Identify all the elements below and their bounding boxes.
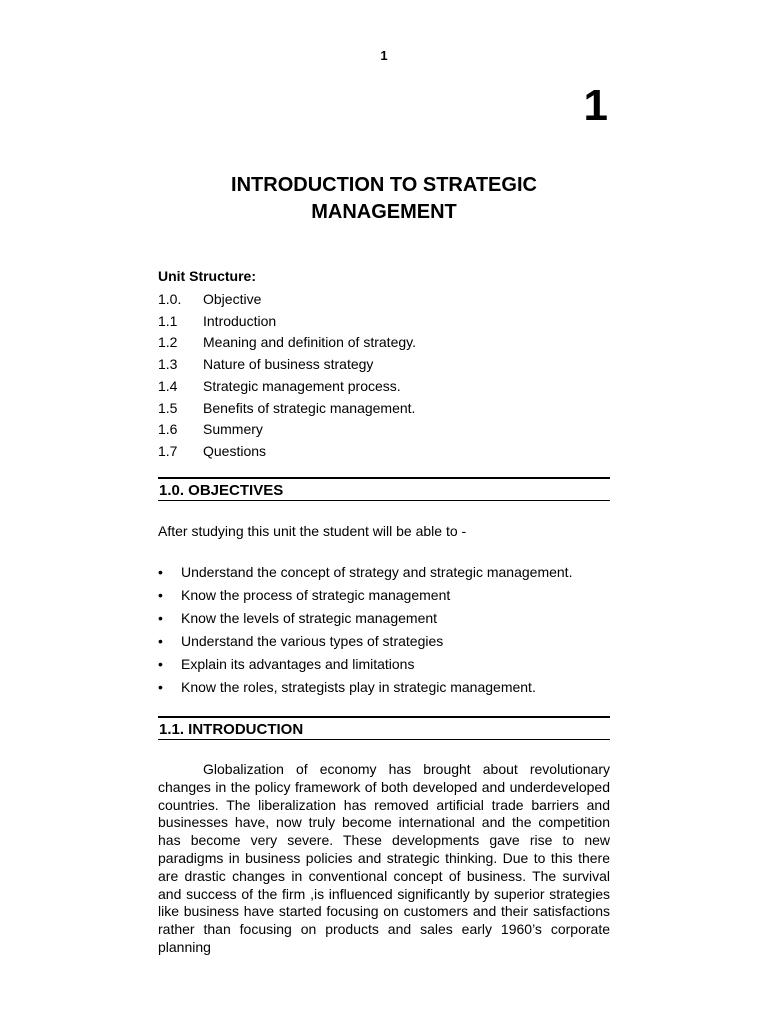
objective-text: Understand the concept of strategy and strategic management.	[181, 564, 573, 580]
chapter-title-line-1: INTRODUCTION TO STRATEGIC	[231, 174, 537, 196]
objectives-heading: 1.0. OBJECTIVES	[158, 477, 610, 501]
chapter-title	[0, 172, 768, 226]
chapter-title-line-2: MANAGEMENT	[311, 201, 457, 223]
toc-item-number: 1.4	[158, 377, 178, 394]
page-number: 1	[380, 48, 388, 63]
toc-item-number: 1.7	[158, 442, 178, 459]
objectives-list	[158, 561, 610, 698]
objective-item	[158, 584, 610, 607]
toc-item	[158, 289, 610, 311]
unit-structure-heading: Unit Structure:	[158, 268, 256, 284]
toc-item-number: 1.6	[158, 421, 178, 438]
toc-item	[158, 419, 610, 441]
bullet-icon: •	[158, 564, 163, 580]
toc-item-label: Benefits of strategic management.	[203, 399, 416, 416]
objective-item	[158, 653, 610, 676]
toc-item	[158, 441, 610, 463]
bullet-icon: •	[158, 655, 163, 672]
objective-item	[158, 561, 610, 584]
chapter-number: 1	[583, 81, 608, 130]
toc-item-label: Summery	[203, 421, 263, 438]
introduction-paragraph: Globalization of economy has brought about revolutionary changes in the policy framework of both developed and underdeveloped countries. The liberalization has removed artificial trade barriers and businesses have, now truly become international and the competition has become very severe. These developments gave rise to new paradigms in business policies and strategic thinking. Due to this there are drastic changes in conventional concept of business. The survival and success of the firm ,is influenced significantly by superior strategies like business have started focusing on customers and their satisfactions rather than focusing on products and sales early 1960’s corporate planning	[158, 761, 610, 955]
bullet-icon: •	[158, 632, 163, 649]
bullet-icon: •	[158, 678, 163, 695]
objective-text: Understand the various types of strategies	[181, 632, 444, 649]
toc-item-label: Meaning and definition of strategy.	[203, 334, 416, 351]
toc-item-number: 1.5	[158, 399, 178, 416]
toc-item-number: 1.3	[158, 356, 178, 373]
bullet-icon: •	[158, 609, 163, 626]
toc-item-label: Strategic management process.	[203, 377, 401, 394]
objective-item	[158, 607, 610, 630]
objectives-intro: After studying this unit the student will be able to -	[158, 523, 467, 539]
objective-text: Know the levels of strategic management	[181, 609, 438, 626]
objective-text: Know the roles, strategists play in strategic management.	[181, 678, 536, 695]
unit-structure-list	[158, 289, 610, 463]
toc-item-label: Nature of business strategy	[203, 356, 374, 373]
toc-item	[158, 398, 610, 420]
toc-item-number: 1.0.	[158, 291, 182, 307]
introduction-heading: 1.1. INTRODUCTION	[158, 716, 610, 740]
toc-item	[158, 311, 610, 333]
toc-item-number: 1.2	[158, 334, 178, 351]
toc-item-label: Introduction	[203, 312, 277, 329]
objective-item	[158, 676, 610, 699]
toc-item	[158, 332, 610, 354]
toc-item-label: Objective	[203, 291, 262, 307]
toc-item-label: Questions	[203, 442, 267, 459]
objective-text: Explain its advantages and limitations	[181, 655, 415, 672]
objective-text: Know the process of strategic management	[181, 586, 451, 603]
objective-item	[158, 630, 610, 653]
toc-item-number: 1.1	[158, 312, 178, 329]
bullet-icon: •	[158, 586, 163, 603]
toc-item	[158, 354, 610, 376]
toc-item	[158, 376, 610, 398]
